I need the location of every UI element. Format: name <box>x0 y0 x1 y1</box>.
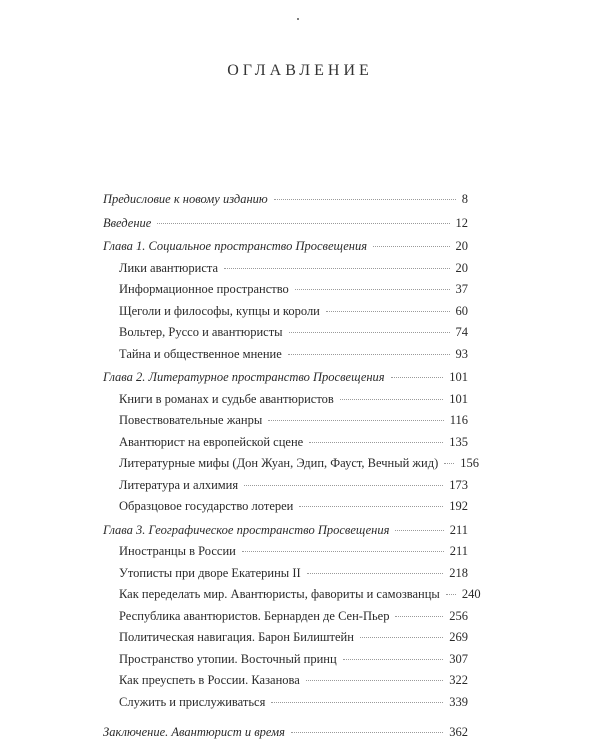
toc-entry-page: 60 <box>455 303 468 318</box>
dot-leader <box>340 399 443 400</box>
toc-entry-label: Служить и прислуживаться <box>119 694 266 709</box>
toc-entry-label: Авантюрист на европейской сцене <box>119 434 304 449</box>
toc-entry-label: Введение <box>103 215 152 230</box>
dot-leader <box>244 485 443 486</box>
toc-entry-page: 211 <box>449 544 468 558</box>
toc-entry-page: 339 <box>449 694 468 709</box>
toc-entry-page: 20 <box>455 260 468 275</box>
dot-leader <box>373 246 449 247</box>
dot-leader <box>291 732 443 733</box>
toc-entry-chapter-3[interactable] <box>103 520 468 542</box>
toc-entry-page: 269 <box>449 630 468 644</box>
dot-leader <box>289 332 450 333</box>
toc-entry-label: Глава 2. Литературное пространство Просвещения <box>103 370 385 384</box>
toc-entry-section[interactable] <box>103 584 481 606</box>
toc-entry-page: 93 <box>455 346 468 361</box>
toc-entry-label: Политическая навигация. Барон Билиштейн <box>119 630 354 644</box>
toc-entry-label: Предисловие к новому изданию <box>103 192 268 206</box>
dot-leader <box>288 354 450 355</box>
toc-entry-label: Информационное пространство <box>119 282 289 296</box>
toc-entry-section[interactable] <box>103 301 468 323</box>
toc-entry-section[interactable] <box>103 496 468 518</box>
dot-leader <box>224 268 449 269</box>
toc-entry-page: 8 <box>461 192 468 206</box>
toc-entry-section[interactable] <box>103 475 468 497</box>
toc-entry-label: Как преуспеть в России. Казанова <box>119 673 300 687</box>
dot-leader <box>391 377 444 378</box>
toc-entry-page: 74 <box>455 325 468 339</box>
dot-leader <box>395 616 443 617</box>
toc-entry-page: 362 <box>449 725 468 739</box>
dot-leader <box>446 594 456 595</box>
page-title: ОГЛАВЛЕНИЕ <box>227 62 373 79</box>
toc-entry-label: Тайна и общественное мнение <box>119 346 282 361</box>
toc-entry-section[interactable] <box>103 563 468 585</box>
toc-entry-label: Республика авантюристов. Бернарден де Сен-Пьер <box>119 608 390 623</box>
toc-entry-label: Пространство утопии. Восточный принц <box>119 651 337 666</box>
dot-leader <box>395 530 443 531</box>
toc-entry-section[interactable] <box>103 606 468 628</box>
toc-entry-label: Глава 3. Географическое пространство Просвещения <box>103 522 390 537</box>
toc-entry-label: Как переделать мир. Авантюристы, фавориты и самозванцы <box>119 587 440 601</box>
toc-entry-label: Образцовое государство лотереи <box>119 499 294 513</box>
toc-entry-page: 256 <box>449 608 468 623</box>
toc-entry-label: Литература и алхимия <box>119 477 239 492</box>
toc-entry-page: 37 <box>455 282 468 296</box>
toc-entry-page: 211 <box>449 522 468 537</box>
toc-entry-section[interactable] <box>103 410 468 432</box>
toc-entry-section[interactable] <box>103 344 468 366</box>
toc-entry-page: 307 <box>449 651 468 666</box>
dot-leader <box>343 659 444 660</box>
toc-entry-page: 322 <box>449 673 468 687</box>
dot-leader <box>306 680 443 681</box>
dot-leader <box>295 289 450 290</box>
dot-leader <box>271 702 443 703</box>
toc-entry-label: Книги в романах и судьбе авантюристов <box>119 391 334 406</box>
toc-entry-page: 101 <box>449 370 468 384</box>
toc-entry-section[interactable] <box>103 258 468 280</box>
dot-leader <box>268 420 443 421</box>
toc-entry-label: Иностранцы в России <box>119 544 236 558</box>
toc-entry-page: 192 <box>449 499 468 513</box>
toc-entry-label: Вольтер, Руссо и авантюристы <box>119 325 283 339</box>
toc-entry-page: 12 <box>455 215 468 230</box>
toc-entry-page: 218 <box>449 565 468 580</box>
dot-leader <box>444 463 454 464</box>
toc-entry-page: 135 <box>449 434 468 449</box>
toc-entry-section[interactable] <box>103 389 468 411</box>
toc-entry-introduction[interactable] <box>103 213 468 235</box>
toc-entry-page: 101 <box>449 391 468 406</box>
toc-entry-section[interactable] <box>103 670 468 692</box>
toc-entry-page: 156 <box>460 456 480 470</box>
dot-leader <box>309 442 443 443</box>
toc-entry-label: Заключение. Авантюрист и время <box>103 725 285 739</box>
toc-entry-label: Глава 1. Социальное пространство Просвещения <box>103 239 368 253</box>
toc-entry-chapter-2[interactable] <box>103 367 468 389</box>
dot-leader <box>299 506 443 507</box>
toc-entry-section[interactable] <box>103 649 468 671</box>
toc-entry-section[interactable] <box>103 432 468 454</box>
dot-leader <box>326 311 450 312</box>
dot-leader <box>274 199 456 200</box>
dot-leader <box>157 223 449 224</box>
toc-entry-page: 20 <box>455 239 468 253</box>
toc-entry-label: Литературные мифы (Дон Жуан, Эдип, Фауст, Вечный жид) <box>119 456 439 470</box>
toc-entry-section[interactable] <box>103 453 480 475</box>
toc-entry-section[interactable] <box>103 322 468 344</box>
toc-entry-page: 173 <box>449 477 468 492</box>
page-mark <box>297 18 299 20</box>
toc-entry-label: Повествовательные жанры <box>119 413 263 427</box>
toc-entry-page: 240 <box>461 587 481 601</box>
toc-entry-section[interactable] <box>103 627 468 649</box>
table-of-contents <box>103 189 481 744</box>
toc-entry-section[interactable] <box>103 541 468 563</box>
toc-entry-section[interactable] <box>103 279 468 301</box>
toc-entry-section[interactable] <box>103 692 468 714</box>
toc-entry-page: 116 <box>449 413 468 427</box>
toc-entry-chapter-1[interactable] <box>103 236 468 258</box>
dot-leader <box>360 637 443 638</box>
toc-entry-label: Лики авантюриста <box>119 260 219 275</box>
toc-entry-conclusion[interactable] <box>103 722 468 744</box>
dot-leader <box>307 573 444 574</box>
dot-leader <box>242 551 444 552</box>
toc-entry-preface[interactable] <box>103 189 468 211</box>
toc-entry-label: Утописты при дворе Екатерины II <box>119 565 301 580</box>
toc-entry-label: Щеголи и философы, купцы и короли <box>119 303 320 318</box>
